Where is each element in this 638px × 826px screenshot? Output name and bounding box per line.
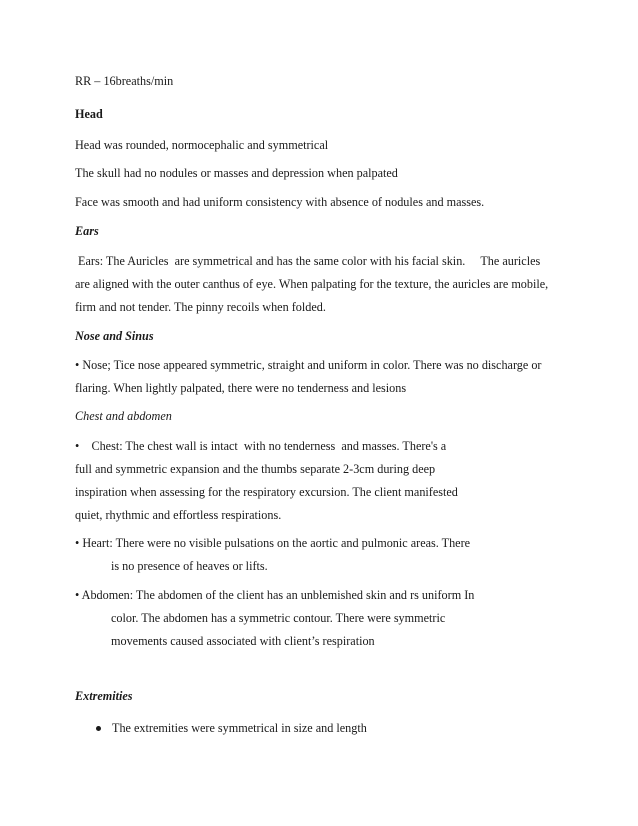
chest-line-3: inspiration when assessing for the respiratory excursion. The client manifested bbox=[75, 485, 458, 499]
head-line-2: The skull had no nodules or masses and depression when palpated bbox=[75, 166, 398, 180]
ears-line-2: are aligned with the outer canthus of eye. When palpating for the texture, the auricles are mobile, bbox=[75, 277, 549, 291]
extremities-item: The extremities were symmetrical in size and length bbox=[112, 721, 367, 735]
nose-line-2: flaring. When lightly palpated, there were no tenderness and lesions bbox=[75, 381, 407, 395]
heart-line-2: is no presence of heaves or lifts. bbox=[111, 559, 268, 573]
head-line-3: Face was smooth and had uniform consistency with absence of nodules and masses. bbox=[75, 195, 485, 209]
abdomen-line-2: color. The abdomen has a symmetric contour. There were symmetric bbox=[111, 611, 446, 625]
nose-line-1: • Nose; Tice nose appeared symmetric, straight and uniform in color. There was no discharge or bbox=[75, 358, 542, 372]
chest-line-1: • Chest: The chest wall is intact with no tenderness and masses. There's a bbox=[75, 439, 447, 453]
nose-heading: Nose and Sinus bbox=[75, 329, 154, 343]
head-line-1: Head was rounded, normocephalic and symmetrical bbox=[75, 138, 329, 152]
abdomen-line-3: movements caused associated with client’s respiration bbox=[111, 634, 375, 648]
chest-heading: Chest and abdomen bbox=[75, 409, 172, 423]
ears-line-1: Ears: The Auricles are symmetrical and has the same color with his facial skin. The auricles bbox=[75, 254, 541, 268]
ears-line-3: firm and not tender. The pinny recoils when folded. bbox=[75, 300, 326, 314]
chest-line-2: full and symmetric expansion and the thumbs separate 2-3cm during deep bbox=[75, 462, 436, 476]
head-heading: Head bbox=[75, 107, 103, 121]
chest-line-4: quiet, rhythmic and effortless respirations. bbox=[75, 508, 282, 522]
respiratory-rate: RR – 16breaths/min bbox=[75, 74, 174, 88]
extremities-heading: Extremities bbox=[75, 689, 133, 703]
heart-line-1: • Heart: There were no visible pulsations on the aortic and pulmonic areas. There bbox=[75, 536, 471, 550]
bullet-icon bbox=[96, 726, 101, 731]
ears-heading: Ears bbox=[75, 224, 99, 238]
abdomen-line-1: • Abdomen: The abdomen of the client has an unblemished skin and rs uniform In bbox=[75, 588, 475, 602]
